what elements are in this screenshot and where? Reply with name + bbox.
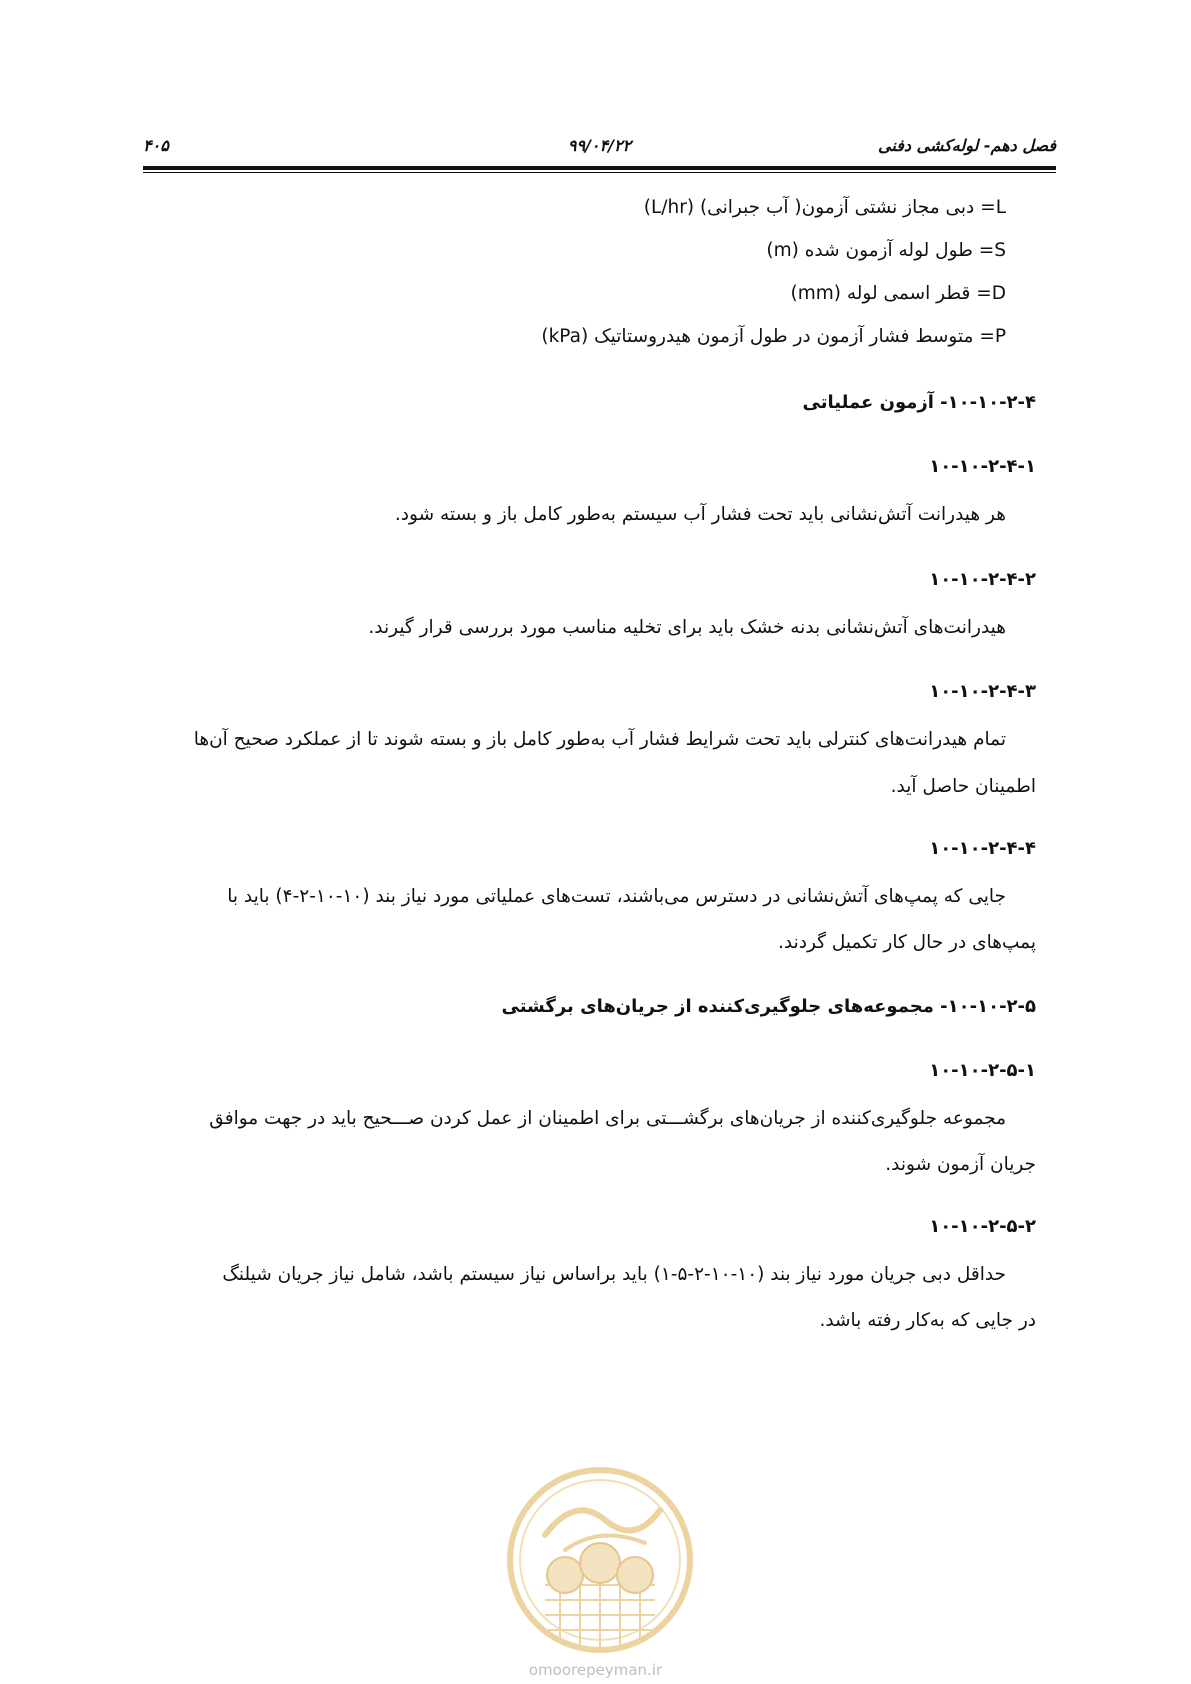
page-header (143, 136, 1056, 160)
clause-number: ۱۰-۱۰-۲-۴-۳ (929, 681, 1036, 702)
clause-text: در جایی که به‌کار رفته باشد. (819, 1310, 1036, 1331)
definition-s: S= طول لوله آزمون شده (m) (766, 240, 1006, 261)
clause-number: ۱۰-۱۰-۲-۵-۱ (929, 1060, 1036, 1081)
header-rule-thick (143, 166, 1056, 170)
page-number: ۴۰۵ (143, 136, 169, 155)
header-rule-thin (143, 172, 1056, 173)
section-heading: ۱۰-۱۰-۲-۴- آزمون عملیاتی (802, 392, 1036, 413)
revision-date: ۹۹/۰۴/۲۲ (567, 136, 632, 155)
clause-text: جریان آزمون شوند. (885, 1154, 1036, 1175)
clause-text: تمام هیدرانت‌های کنترلی باید تحت شرایط فشار آب به‌طور کامل باز و بسته شوند تا از عملکرد صحیح آن‌ها (193, 729, 1006, 750)
clause-text: حداقل دبی جریان مورد نیاز بند (۱۰-۱۰-۲-۵-۱) باید براساس نیاز سیستم باشد، شامل نیاز جریان شیلنگ (222, 1264, 1006, 1285)
clause-number: ۱۰-۱۰-۲-۴-۱ (929, 456, 1036, 477)
definition-p: P= متوسط فشار آزمون در طول آزمون هیدروستاتیک (kPa) (541, 326, 1006, 347)
clause-text: هیدرانت‌های آتش‌نشانی بدنه خشک باید برای تخلیه مناسب مورد بررسی قرار گیرند. (368, 617, 1006, 638)
clause-number: ۱۰-۱۰-۲-۵-۲ (929, 1216, 1036, 1237)
clause-text: هر هیدرانت آتش‌نشانی باید تحت فشار آب سیستم به‌طور کامل باز و بسته شود. (394, 504, 1006, 525)
clause-text: پمپ‌های در حال کار تکمیل گردند. (778, 932, 1036, 953)
watermark-url: omoorepeyman.ir (528, 1661, 663, 1679)
clause-number: ۱۰-۱۰-۲-۴-۲ (929, 569, 1036, 590)
clause-text: اطمینان حاصل آید. (890, 776, 1036, 797)
watermark-seal-icon (505, 1465, 695, 1655)
chapter-title: فصل دهم- لوله‌کشی دفنی (878, 136, 1056, 155)
section-heading: ۱۰-۱۰-۲-۵- مجموعه‌های جلوگیری‌کننده از جریان‌های برگشتی (501, 996, 1036, 1017)
clause-number: ۱۰-۱۰-۲-۴-۴ (929, 838, 1036, 859)
definition-l: L= دبی مجاز نشتی آزمون( آب جبرانی) (L/hr) (643, 197, 1006, 218)
definition-d: D= قطر اسمی لوله (mm) (790, 283, 1006, 304)
clause-text: مجموعه جلوگیری‌کننده از جریان‌های برگشـــتی برای اطمینان از عمل کردن صـــحیح باید در جهت موافق (209, 1108, 1006, 1129)
clause-text: جایی که پمپ‌های آتش‌نشانی در دسترس می‌باشند، تست‌های عملیاتی مورد نیاز بند (۱۰-۱۰-۲-۴) باید با (227, 886, 1006, 907)
